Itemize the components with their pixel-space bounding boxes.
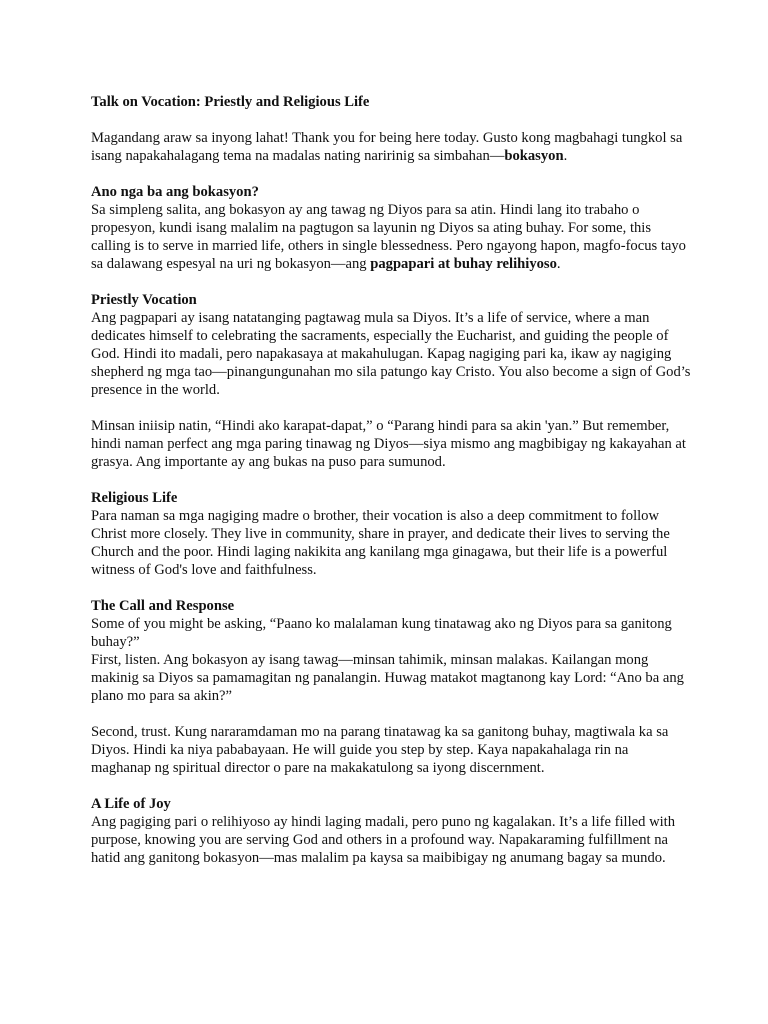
spacer: [91, 165, 691, 183]
intro-bold-term: bokasyon: [504, 148, 564, 164]
section-paragraph-bokasyon: [91, 201, 691, 273]
spacer: [91, 705, 691, 723]
section-paragraph-religious-life: Para naman sa mga nagiging madre o brother, their vocation is also a deep commitment to follow Christ more closely. They live in community, share in prayer, and dedicate their lives to serving the Church and the poor. Hindi laging nakikita ang kanilang mga ginagawa, but their life is a powerful witness of God's love and faithfulness.: [91, 508, 670, 578]
section-paragraph-call-3: Second, trust. Kung nararamdaman mo na parang tinatawag ka sa ganitong buhay, magtiwala ka sa Diyos. Hindi ka niya pababayaan. He will guide you step by step. Kaya napakahalaga rin na maghanap ng spiritual director o pare na makakatulong sa iyong discernment.: [91, 724, 669, 776]
bold-term: pagpapari at buhay relihiyoso: [370, 256, 557, 272]
section-period: .: [556, 256, 561, 272]
intro-period: .: [563, 148, 568, 164]
section-paragraph-call-1: Some of you might be asking, “Paano ko malalaman kung tinatawag ako ng Diyos para sa ganitong buhay?”: [91, 616, 672, 650]
spacer: [91, 471, 691, 489]
intro-text: Magandang araw sa inyong lahat! Thank you for being here today. Gusto kong magbahagi tungkol sa isang napakahalagang tema na madalas nating naririnig sa simbahan—: [91, 130, 683, 164]
spacer: [91, 273, 691, 291]
spacer: [91, 111, 691, 129]
section-paragraph-call-2: First, listen. Ang bokasyon ay isang tawag—minsan tahimik, minsan malakas. Kailangan mong makinig sa Diyos sa pamamagitan ng panalangin. Huwag matakot magtanong kay Lord: “Ano ba ang plano mo para sa akin?”: [91, 652, 684, 704]
intro-paragraph: [91, 129, 691, 165]
section-heading-bokasyon: Ano nga ba ang bokasyon?: [91, 184, 259, 200]
document-title: Talk on Vocation: Priestly and Religious Life: [91, 94, 370, 110]
document-page: [91, 93, 691, 867]
section-heading-call-and-response: The Call and Response: [91, 598, 235, 614]
section-heading-religious-life: Religious Life: [91, 490, 178, 506]
section-heading-life-of-joy: A Life of Joy: [91, 796, 171, 812]
spacer: [91, 399, 691, 417]
section-paragraph-priestly-2: Minsan iniisip natin, “Hindi ako karapat-dapat,” o “Parang hindi para sa akin 'yan.” But remember, hindi naman perfect ang mga paring tinawag ng Diyos—siya mismo ang magbibigay ng kakayahan at grasya. Ang importante ay ang bukas na puso para sumunod.: [91, 418, 686, 470]
spacer: [91, 579, 691, 597]
section-text: Sa simpleng salita, ang bokasyon ay ang tawag ng Diyos para sa atin. Hindi lang ito trabaho o propesyon, kundi isang malalim na pagtugon sa layunin ng Diyos sa ating buhay. For some, this calling is to serve in married life, others in single blessedness. Pero ngayong hapon, magfo-focus tayo sa dalawang espesyal na uri ng bokasyon—ang: [91, 202, 686, 272]
section-paragraph-priestly-1: Ang pagpapari ay isang natatanging pagtawag mula sa Diyos. It’s a life of service, where a man dedicates himself to celebrating the sacraments, especially the Eucharist, and guiding the people of God. Hindi ito madali, pero napakasaya at makahulugan. Kapag nagiging pari ka, ikaw ay nagiging shepherd ng mga tao—pinangungunahan mo sila patungo kay Cristo. You also become a sign of God’s presence in the world.: [91, 310, 691, 398]
spacer: [91, 777, 691, 795]
section-paragraph-life-of-joy: Ang pagiging pari o relihiyoso ay hindi laging madali, pero puno ng kagalakan. It’s a life filled with purpose, knowing you are serving God and others in a profound way. Napakaraming fulfillment na hatid ang ganitong bokasyon—mas malalim pa kaysa sa maibibigay ng anumang bagay sa mundo.: [91, 814, 676, 866]
section-heading-priestly-vocation: Priestly Vocation: [91, 292, 197, 308]
